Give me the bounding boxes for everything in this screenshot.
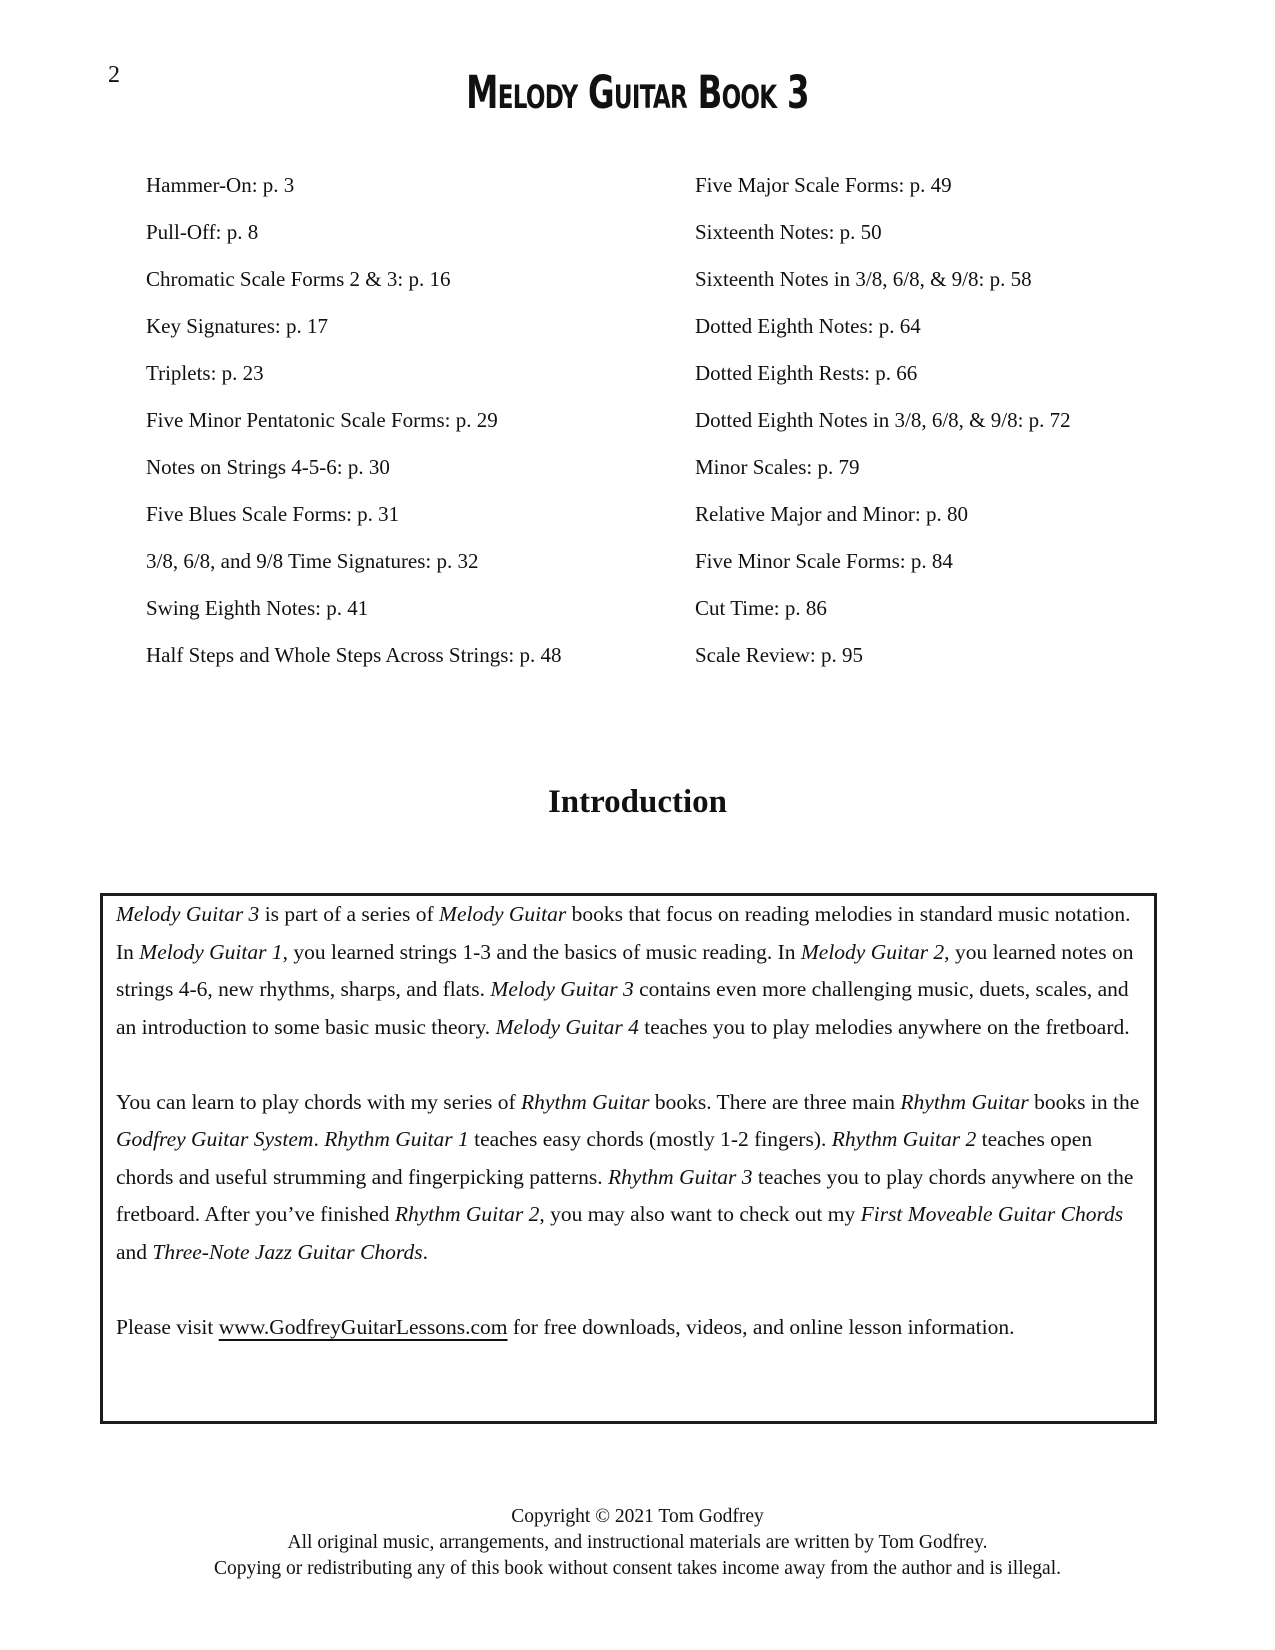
footer-attribution-line: All original music, arrangements, and instructional materials are written by Tom Godfrey.	[287, 1532, 988, 1553]
toc-entry-swing-eighth-notes: Swing Eighth Notes: p. 41	[146, 596, 369, 620]
toc-entry-cut-time: Cut Time: p. 86	[695, 596, 827, 620]
toc-entry-key-signatures: Key Signatures: p. 17	[146, 314, 328, 338]
toc-right-column	[695, 162, 1071, 679]
toc-entry-dotted-eighth-notes: Dotted Eighth Notes: p. 64	[695, 314, 921, 338]
body-text: teaches you to play chords anywhere on the fretboard. After you’ve finished	[116, 1164, 1134, 1226]
copyright-footer	[0, 1504, 1275, 1582]
book-title-italic: Rhythm Guitar	[521, 1089, 650, 1114]
book-title-italic: Godfrey Guitar System	[116, 1127, 314, 1151]
body-text: and	[116, 1239, 153, 1264]
toc-entry-dotted-eighth-notes-compound: Dotted Eighth Notes in 3/8, 6/8, & 9/8: p. 72	[695, 408, 1071, 432]
body-text: books that focus on reading melodies in standard music notation. In	[116, 902, 1131, 964]
body-text: teaches open chords and useful strumming and fingerpicking patterns.	[116, 1127, 1093, 1189]
book-title-italic: Melody Guitar 2,	[800, 939, 950, 964]
book-title-italic: Three-Note Jazz Guitar Chords	[152, 1239, 423, 1264]
body-text: , you learned strings 1-3 and the basics of music reading. In	[282, 939, 801, 964]
body-text: Please visit	[116, 1314, 219, 1339]
intro-paragraph-website	[116, 1309, 1141, 1347]
book-title-italic: Rhythm Guitar 3	[608, 1164, 753, 1189]
introduction-box	[100, 893, 1157, 1424]
intro-paragraph-series	[116, 896, 1141, 1046]
toc-entry-five-minor-scale-forms: Five Minor Scale Forms: p. 84	[695, 549, 953, 573]
toc-entry-triplets: Triplets: p. 23	[146, 361, 264, 385]
footer-copyright-line: Copyright © 2021 Tom Godfrey	[511, 1506, 764, 1527]
book-title-italic: First Moveable Guitar Chords	[860, 1202, 1124, 1226]
toc-entry-half-steps-whole-steps: Half Steps and Whole Steps Across Strings: p. 48	[146, 643, 562, 667]
body-text: teaches you to play melodies anywhere on the fretboard.	[638, 1014, 1130, 1039]
book-title-italic: Melody Guitar	[439, 902, 567, 926]
book-title-italic: Melody Guitar 4	[495, 1014, 639, 1039]
toc-entry-minor-scales: Minor Scales: p. 79	[695, 455, 860, 479]
body-text: books in the	[1028, 1089, 1140, 1114]
book-title-italic: Rhythm Guitar 2	[831, 1127, 977, 1151]
book-title-italic: Melody Guitar 1	[139, 939, 283, 964]
page-number: 2	[108, 62, 120, 88]
book-title-italic: Rhythm Guitar	[900, 1089, 1029, 1114]
footer-legal-line: Copying or redistributing any of this book without consent takes income away from the author and is illegal.	[213, 1558, 1061, 1579]
toc-entry-time-signatures: 3/8, 6/8, and 9/8 Time Signatures: p. 32	[146, 549, 479, 573]
book-title-italic: Melody Guitar 3	[490, 977, 634, 1001]
toc-entry-pull-off: Pull-Off: p. 8	[146, 220, 259, 244]
body-text: books. There are three main	[649, 1089, 901, 1114]
body-text: .	[422, 1239, 428, 1264]
book-title-italic: Melody Guitar 3	[116, 902, 260, 926]
body-text: for free downloads, videos, and online lesson information.	[507, 1314, 1015, 1339]
introduction-heading: Introduction	[547, 784, 728, 820]
body-text: is part of a series of	[259, 902, 440, 926]
book-title-italic: Rhythm Guitar 2	[394, 1202, 540, 1226]
book-title-italic: Rhythm Guitar 1	[324, 1127, 469, 1151]
body-text: , you may also want to check out my	[539, 1202, 861, 1226]
body-text: teaches easy chords (mostly 1-2 fingers).	[468, 1127, 832, 1151]
intro-paragraph-rhythm-books	[116, 1084, 1141, 1272]
toc-entry-sixteenth-notes-compound: Sixteenth Notes in 3/8, 6/8, & 9/8: p. 58	[695, 267, 1032, 291]
body-text: You can learn to play chords with my series of	[116, 1089, 522, 1114]
toc-entry-five-minor-pentatonic-scale-forms: Five Minor Pentatonic Scale Forms: p. 29	[146, 408, 498, 432]
toc-entry-hammer-on: Hammer-On: p. 3	[146, 173, 295, 197]
toc-entry-dotted-eighth-rests: Dotted Eighth Rests: p. 66	[695, 361, 918, 385]
website-link[interactable]: www.GodfreyGuitarLessons.com	[218, 1314, 508, 1339]
body-text: .	[313, 1127, 325, 1151]
body-text: you learned notes on strings 4-6, new rhythms, sharps, and flats.	[116, 939, 1134, 1001]
toc-entry-sixteenth-notes: Sixteenth Notes: p. 50	[695, 220, 882, 244]
toc-entry-notes-on-strings-4-5-6: Notes on Strings 4-5-6: p. 30	[146, 455, 390, 479]
toc-entry-chromatic-scale-forms: Chromatic Scale Forms 2 & 3: p. 16	[146, 267, 451, 291]
toc-left-column	[146, 162, 562, 679]
toc-entry-five-blues-scale-forms: Five Blues Scale Forms: p. 31	[146, 502, 400, 526]
book-title: Melody Guitar Book 3	[466, 66, 809, 119]
toc-entry-scale-review: Scale Review: p. 95	[695, 643, 863, 667]
body-text: contains even more challenging music, duets, scales, and an introduction to some basic music theory.	[116, 977, 1129, 1039]
toc-entry-relative-major-minor: Relative Major and Minor: p. 80	[695, 502, 968, 526]
toc-entry-five-major-scale-forms: Five Major Scale Forms: p. 49	[695, 173, 952, 197]
